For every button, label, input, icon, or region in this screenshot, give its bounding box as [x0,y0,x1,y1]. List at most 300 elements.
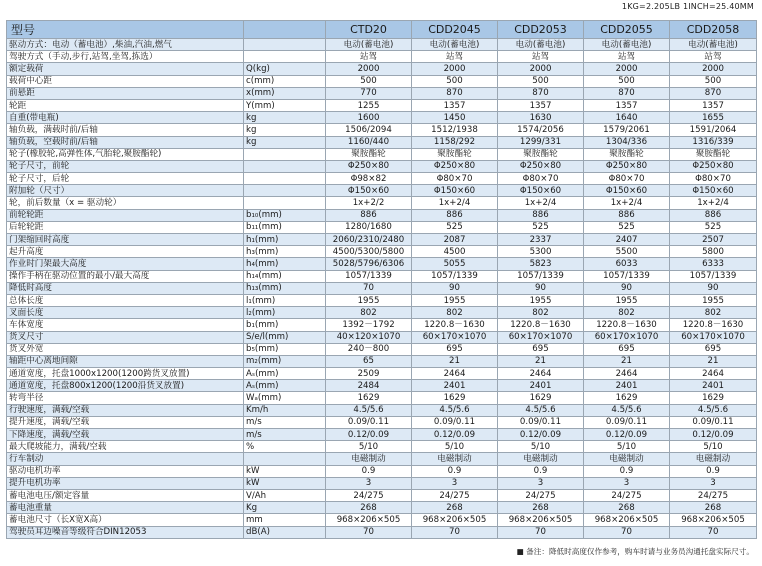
param-name-cell: 驱动电机功率 [7,465,244,477]
param-name-cell: 提升电机功率 [7,477,244,489]
unit-cell: Km/h [244,404,326,416]
value-cell: 1512/1938 [412,124,498,136]
value-cell: 1629 [498,392,584,404]
value-cell: 5300 [498,246,584,258]
value-cell: Φ150×60 [326,185,412,197]
table-row [7,99,757,111]
value-cell: 0.9 [326,465,412,477]
value-cell: 1955 [670,294,757,306]
table-row [7,160,757,172]
unit-cell [244,197,326,209]
unit-cell [244,160,326,172]
table-row [7,197,757,209]
value-cell: 电动(蓄电池) [670,39,757,51]
unit-cell: h₃(mm) [244,246,326,258]
value-cell: 500 [584,75,670,87]
value-cell: 2000 [498,63,584,75]
value-cell: 0.09/0.11 [670,416,757,428]
value-cell: 2407 [584,234,670,246]
value-cell: Φ80×70 [584,173,670,185]
value-cell: 站驾 [670,51,757,63]
value-cell: 电磁制动 [584,453,670,465]
value-cell: 站驾 [412,51,498,63]
value-cell: 500 [498,75,584,87]
value-cell: 1629 [670,392,757,404]
value-cell: 90 [498,282,584,294]
param-name-cell: 行车制动 [7,453,244,465]
value-cell: 1955 [498,294,584,306]
value-cell: 0.9 [670,465,757,477]
value-cell: 5/10 [412,441,498,453]
value-cell: 886 [326,209,412,221]
table-row [7,112,757,124]
unit-cell [244,148,326,160]
table-row [7,404,757,416]
table-row [7,234,757,246]
unit-cell: Q(kg) [244,63,326,75]
value-cell: 1x+2/2 [326,197,412,209]
unit-cell: b₁(mm) [244,319,326,331]
value-cell: 695 [584,343,670,355]
unit-cell: h₁₃(mm) [244,282,326,294]
unit-cell: b₁₀(mm) [244,209,326,221]
value-cell: Φ80×70 [412,173,498,185]
value-cell: 870 [670,87,757,99]
value-cell: 90 [412,282,498,294]
value-cell: 268 [670,502,757,514]
value-cell: 电动(蓄电池) [498,39,584,51]
value-cell: 1316/339 [670,136,757,148]
unit-cell: kg [244,136,326,148]
value-cell: 870 [584,87,670,99]
value-cell: 60×170×1070 [412,331,498,343]
table-row [7,392,757,404]
value-cell: 2401 [498,380,584,392]
param-name-cell: 轮距 [7,99,244,111]
value-cell: 1629 [326,392,412,404]
value-cell: 24/275 [498,489,584,501]
table-row [7,526,757,538]
value-cell: 24/275 [670,489,757,501]
value-cell: 0.12/0.09 [670,429,757,441]
table-row [7,87,757,99]
value-cell: 聚胺酯轮 [584,148,670,160]
value-cell: 1955 [326,294,412,306]
value-cell: Φ250×80 [326,160,412,172]
value-cell: Φ80×70 [498,173,584,185]
value-cell: 2060/2310/2480 [326,234,412,246]
value-cell: 1057/1339 [498,270,584,282]
value-cell: 870 [412,87,498,99]
value-cell: 1299/331 [498,136,584,148]
value-cell: Φ150×60 [584,185,670,197]
value-cell: 5/10 [670,441,757,453]
value-cell: 60×170×1070 [670,331,757,343]
value-cell: 70 [326,282,412,294]
column-header: 型号 [7,21,244,39]
table-row [7,465,757,477]
unit-cell: kW [244,465,326,477]
table-body [7,39,757,539]
value-cell: 聚胺酯轮 [670,148,757,160]
value-cell: 21 [670,355,757,367]
unit-conversion-note: 1KG=2.205LB 1INCH=25.40MM [621,2,754,11]
param-name-cell: 轮子尺寸，后轮 [7,173,244,185]
value-cell: 968×206×505 [326,514,412,526]
value-cell: 5/10 [584,441,670,453]
value-cell: 电磁制动 [326,453,412,465]
value-cell: 0.12/0.09 [412,429,498,441]
value-cell: 电磁制动 [498,453,584,465]
value-cell: Φ250×80 [584,160,670,172]
value-cell: 886 [412,209,498,221]
param-name-cell: 下降速度，满载/空载 [7,429,244,441]
value-cell: 1450 [412,112,498,124]
table-row [7,185,757,197]
value-cell: 电动(蓄电池) [584,39,670,51]
table-row [7,294,757,306]
unit-cell [244,185,326,197]
unit-cell: l₂(mm) [244,307,326,319]
value-cell: 5055 [412,258,498,270]
value-cell: 802 [498,307,584,319]
value-cell: 1579/2061 [584,124,670,136]
value-cell: 2509 [326,368,412,380]
value-cell: 4500 [412,246,498,258]
value-cell: 695 [412,343,498,355]
unit-cell: x(mm) [244,87,326,99]
value-cell: 2000 [326,63,412,75]
value-cell: 1955 [412,294,498,306]
param-name-cell: 自重(带电瓶) [7,112,244,124]
unit-cell: h₁(mm) [244,234,326,246]
value-cell: Φ80×70 [670,173,757,185]
value-cell: 1591/2064 [670,124,757,136]
table-row [7,124,757,136]
param-name-cell: 操作手柄在驱动位置的最小/最大高度 [7,270,244,282]
column-header: CTD20 [326,21,412,39]
value-cell: 0.09/0.11 [498,416,584,428]
value-cell: 240－800 [326,343,412,355]
value-cell: 电动(蓄电池) [412,39,498,51]
value-cell: 1955 [584,294,670,306]
value-cell: 6333 [670,258,757,270]
value-cell: 0.09/0.11 [584,416,670,428]
table-row [7,258,757,270]
value-cell: 65 [326,355,412,367]
param-name-cell: 前悬距 [7,87,244,99]
unit-cell: kW [244,477,326,489]
footnote: ■ 备注：降低时高度仅作参考，购车时请与业务员沟通托盘实际尺寸。 [516,547,754,556]
param-name-cell: 车体宽度 [7,319,244,331]
value-cell: 1x+2/4 [498,197,584,209]
value-cell: Φ98×82 [326,173,412,185]
value-cell: 4.5/5.6 [670,404,757,416]
value-cell: 3 [498,477,584,489]
param-name-cell: 货叉尺寸 [7,331,244,343]
table-row [7,380,757,392]
value-cell: 1057/1339 [584,270,670,282]
unit-cell: b₅(mm) [244,343,326,355]
unit-cell: m/s [244,416,326,428]
table-row [7,307,757,319]
value-cell: 1357 [670,99,757,111]
value-cell: 站驾 [498,51,584,63]
table-row [7,514,757,526]
value-cell: 70 [412,526,498,538]
value-cell: 2000 [584,63,670,75]
param-name-cell: 总体长度 [7,294,244,306]
value-cell: 5823 [498,258,584,270]
value-cell: 1640 [584,112,670,124]
value-cell: 6033 [584,258,670,270]
table-row [7,148,757,160]
value-cell: 60×170×1070 [584,331,670,343]
param-name-cell: 通道宽度，托盘1000x1200(1200跨货叉放置) [7,368,244,380]
unit-cell: Aₛ(mm) [244,368,326,380]
column-header [244,21,326,39]
value-cell: 886 [498,209,584,221]
param-name-cell: 额定载荷 [7,63,244,75]
value-cell: 2464 [412,368,498,380]
value-cell: 21 [412,355,498,367]
value-cell: Φ250×80 [670,160,757,172]
value-cell: 802 [670,307,757,319]
param-name-cell: 载荷中心距 [7,75,244,87]
value-cell: 3 [584,477,670,489]
value-cell: 1220.8－1630 [412,319,498,331]
value-cell: 3 [670,477,757,489]
param-name-cell: 轴负载，空载时前/后轴 [7,136,244,148]
param-name-cell: 驾驶员耳边噪音等级符合DIN12053 [7,526,244,538]
value-cell: 0.09/0.11 [412,416,498,428]
unit-cell: l₁(mm) [244,294,326,306]
param-name-cell: 驱动方式：电动（蓄电池）,柴油,汽油,燃气 [7,39,244,51]
value-cell: 90 [670,282,757,294]
value-cell: Φ150×60 [498,185,584,197]
value-cell: 1255 [326,99,412,111]
value-cell: Φ150×60 [412,185,498,197]
value-cell: 268 [412,502,498,514]
table-row [7,441,757,453]
table-row [7,319,757,331]
value-cell: 1357 [498,99,584,111]
param-name-cell: 驾驶方式（手动,步行,站驾,坐驾,拣选） [7,51,244,63]
value-cell: 2464 [670,368,757,380]
unit-cell: S/e/l(mm) [244,331,326,343]
param-name-cell: 轮子尺寸，前轮 [7,160,244,172]
value-cell: 1304/336 [584,136,670,148]
value-cell: 968×206×505 [584,514,670,526]
value-cell: 24/275 [412,489,498,501]
param-name-cell: 行驶速度，满载/空载 [7,404,244,416]
value-cell: 90 [584,282,670,294]
value-cell: 2000 [412,63,498,75]
unit-cell: kg [244,124,326,136]
unit-cell: Aₛ(mm) [244,380,326,392]
value-cell: 5800 [670,246,757,258]
value-cell: 0.9 [412,465,498,477]
table-row [7,63,757,75]
param-name-cell: 叉面长度 [7,307,244,319]
value-cell: 70 [326,526,412,538]
value-cell: 1629 [412,392,498,404]
value-cell: 70 [670,526,757,538]
value-cell: 0.12/0.09 [498,429,584,441]
value-cell: 802 [584,307,670,319]
value-cell: 2000 [670,63,757,75]
value-cell: 802 [326,307,412,319]
table-header-row [7,21,757,39]
value-cell: 1506/2094 [326,124,412,136]
value-cell: 500 [326,75,412,87]
value-cell: 聚胺酯轮 [412,148,498,160]
value-cell: 525 [412,221,498,233]
value-cell: 电动(蓄电池) [326,39,412,51]
param-name-cell: 前轮轮距 [7,209,244,221]
value-cell: 21 [584,355,670,367]
table-row [7,368,757,380]
value-cell: 1357 [584,99,670,111]
param-name-cell: 通道宽度，托盘800x1200(1200沿货叉放置) [7,380,244,392]
value-cell: Φ150×60 [670,185,757,197]
unit-cell: b₁₁(mm) [244,221,326,233]
value-cell: 0.9 [584,465,670,477]
value-cell: 802 [412,307,498,319]
unit-cell: Y(mm) [244,99,326,111]
table-row [7,246,757,258]
table-row [7,270,757,282]
value-cell: 500 [670,75,757,87]
table-row [7,51,757,63]
value-cell: 1057/1339 [412,270,498,282]
value-cell: 0.9 [498,465,584,477]
value-cell: 4500/5300/5800 [326,246,412,258]
value-cell: 24/275 [584,489,670,501]
value-cell: Φ250×80 [412,160,498,172]
value-cell: 4.5/5.6 [412,404,498,416]
value-cell: 1600 [326,112,412,124]
param-name-cell: 最大爬坡能力，满载/空载 [7,441,244,453]
value-cell: 268 [326,502,412,514]
value-cell: 0.12/0.09 [326,429,412,441]
table-row [7,282,757,294]
spec-table [6,20,757,539]
param-name-cell: 蓄电池重量 [7,502,244,514]
table-row [7,75,757,87]
column-header: CDD2053 [498,21,584,39]
value-cell: 525 [670,221,757,233]
value-cell: 968×206×505 [670,514,757,526]
param-name-cell: 轮，前后数量（x = 驱动轮） [7,197,244,209]
unit-cell [244,173,326,185]
value-cell: 60×170×1070 [498,331,584,343]
unit-cell: Kg [244,502,326,514]
table-row [7,173,757,185]
value-cell: 电磁制动 [670,453,757,465]
table-row [7,477,757,489]
table-row [7,343,757,355]
param-name-cell: 轴距中心离地间隙 [7,355,244,367]
value-cell: 1220.8－1630 [584,319,670,331]
value-cell: 站驾 [326,51,412,63]
value-cell: 0.09/0.11 [326,416,412,428]
value-cell: 4.5/5.6 [584,404,670,416]
value-cell: 525 [584,221,670,233]
value-cell: 500 [412,75,498,87]
column-header: CDD2055 [584,21,670,39]
table-row [7,416,757,428]
value-cell: 1630 [498,112,584,124]
value-cell: 5500 [584,246,670,258]
value-cell: 1057/1339 [326,270,412,282]
value-cell: 70 [584,526,670,538]
param-name-cell: 降低时高度 [7,282,244,294]
value-cell: 968×206×505 [412,514,498,526]
value-cell: 886 [670,209,757,221]
value-cell: 1357 [412,99,498,111]
value-cell: 2484 [326,380,412,392]
param-name-cell: 附加轮（尺寸） [7,185,244,197]
unit-cell [244,453,326,465]
value-cell: 2507 [670,234,757,246]
table-row [7,39,757,51]
unit-cell [244,39,326,51]
unit-cell: V/Ah [244,489,326,501]
value-cell: 1280/1680 [326,221,412,233]
param-name-cell: 门架缩回时高度 [7,234,244,246]
value-cell: 268 [584,502,670,514]
param-name-cell: 蓄电池电压/额定容量 [7,489,244,501]
value-cell: 5/10 [326,441,412,453]
value-cell: 886 [584,209,670,221]
value-cell: 2401 [584,380,670,392]
param-name-cell: 轴负载，满载时前/后轴 [7,124,244,136]
table-row [7,209,757,221]
unit-cell: kg [244,112,326,124]
value-cell: 2464 [498,368,584,380]
value-cell: 电磁制动 [412,453,498,465]
value-cell: 0.12/0.09 [584,429,670,441]
table-row [7,489,757,501]
param-name-cell: 作业时门架最大高度 [7,258,244,270]
value-cell: 3 [412,477,498,489]
value-cell: Φ250×80 [498,160,584,172]
value-cell: 2087 [412,234,498,246]
value-cell: 968×206×505 [498,514,584,526]
unit-cell: m/s [244,429,326,441]
value-cell: 聚胺酯轮 [326,148,412,160]
table-row [7,355,757,367]
value-cell: 1057/1339 [670,270,757,282]
value-cell: 21 [498,355,584,367]
value-cell: 268 [498,502,584,514]
value-cell: 1574/2056 [498,124,584,136]
unit-cell: Wₐ(mm) [244,392,326,404]
value-cell: 1655 [670,112,757,124]
unit-cell: h₄(mm) [244,258,326,270]
param-name-cell: 起升高度 [7,246,244,258]
column-header: CDD2045 [412,21,498,39]
value-cell: 2401 [412,380,498,392]
unit-cell: m₂(mm) [244,355,326,367]
value-cell: 聚胺酯轮 [498,148,584,160]
value-cell: 1x+2/4 [670,197,757,209]
value-cell: 站驾 [584,51,670,63]
table-row [7,221,757,233]
value-cell: 870 [498,87,584,99]
value-cell: 40×120×1070 [326,331,412,343]
